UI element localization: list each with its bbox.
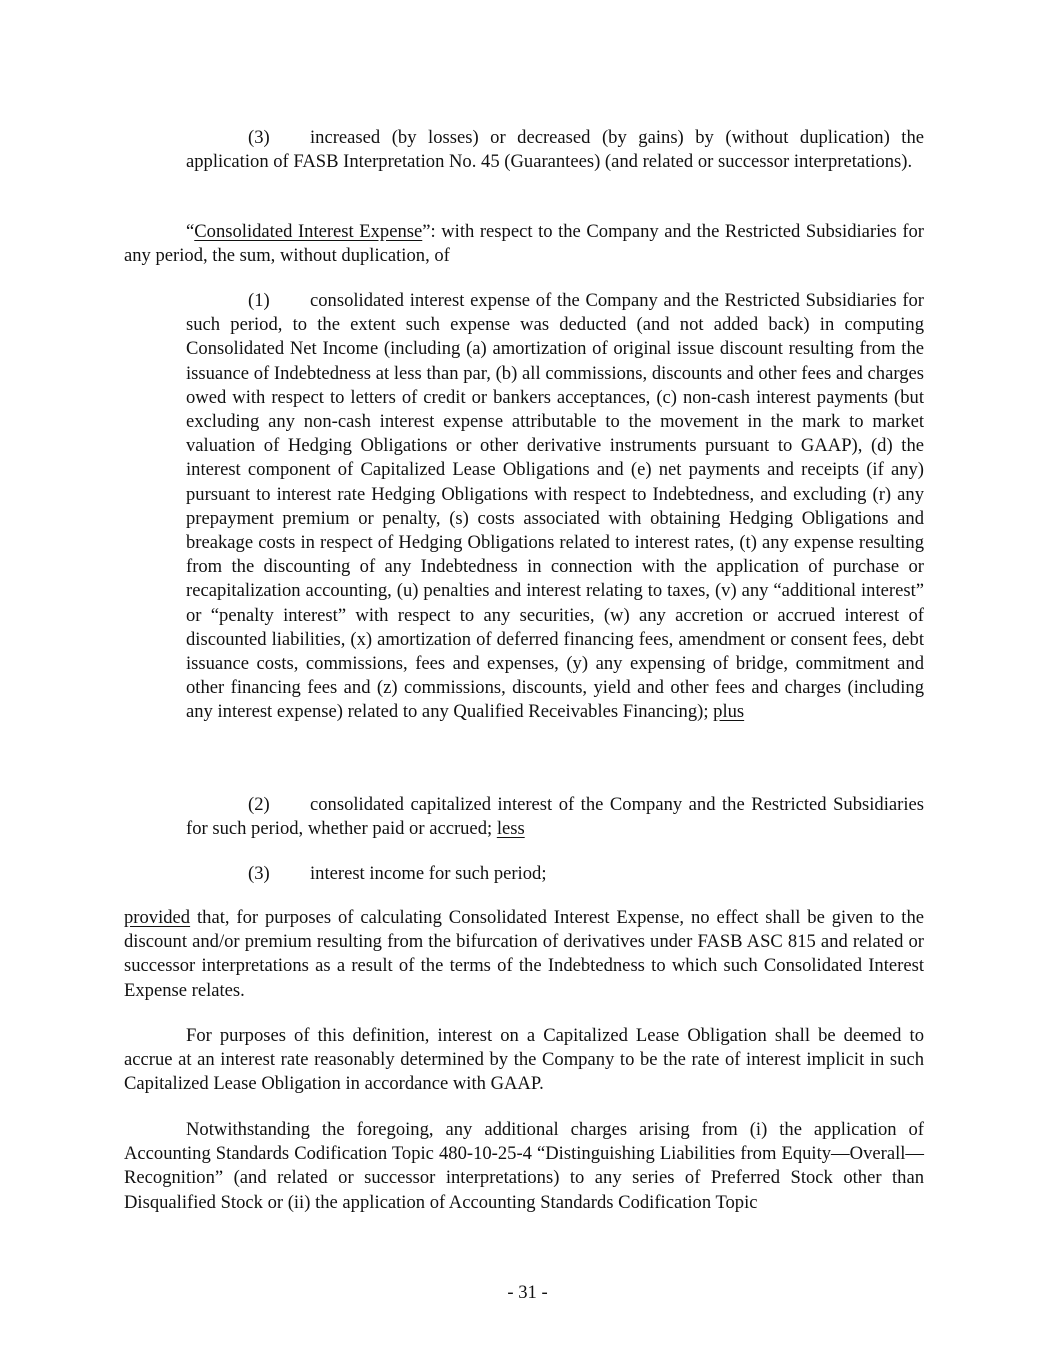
- notwithstanding-paragraph: Notwithstanding the foregoing, any additional charges arising from (i) the application of Accounting Standards Codification Topic 480-10-25-4 “Distinguishing Liabilities from Equity—Overall—Recognition” (and related or successor interpretations) to any series of Preferred Stock other than Disqualified Stock or (ii) the application of Accounting Standards Codification Topic: [124, 1119, 924, 1213]
- clause-text: interest income for such period;: [310, 863, 547, 884]
- proviso-text: that, for purposes of calculating Consolidated Interest Expense, no effect shall be given to the discount and/or premium resulting from the bifurcation of derivatives under FASB ASC 815 and related or successor interpretations as a result of the terms of the Indebtedness to which such Consolidated Interest Expense relates.: [124, 907, 924, 1001]
- clause-2-capitalized-interest: [186, 793, 924, 841]
- clause-text: consolidated interest expense of the Company and the Restricted Subsidiaries for such period, to the extent such expense was deducted (and not added back) in computing Consolidated Net Income (including (a) amortization of original issue discount resulting from the issuance of Indebtedness at less than par, (b) all commissions, discounts and other fees and charges owed with respect to letters of credit or bankers acceptances, (c) non-cash interest payments (but excluding any non-cash interest expense attributable to the movement in the mark to market valuation of Hedging Obligations or other derivative instruments pursuant to GAAP), (d) the interest component of Capitalized Lease Obligations and (e) net payments and receipts (if any) pursuant to interest rate Hedging Obligations with respect to Indebtedness, and excluding (r) any prepayment premium or penalty, (s) costs associated with obtaining Hedging Obligations and breakage costs in respect of Hedging Obligations related to interest rates, (t) any expense resulting from the discounting of any Indebtedness in connection with the application of purchase or recapitalization accounting, (u) penalties and interest relating to taxes, (v) any “additional interest” or “penalty interest” with respect to any securities, (w) any accretion or accrued interest of discounted liabilities, (x) amortization of deferred financing fees, amendment or consent fees, debt issuance costs, commissions, fees and expenses, (y) any expensing of bridge, commitment and other financing fees and (z) commissions, discounts, yield and other fees and charges (including any interest expense) related to any Qualified Receivables Financing);: [186, 290, 924, 723]
- clause-3-guarantees: [186, 126, 924, 174]
- clause-number: (3): [248, 127, 270, 148]
- connector-less: less: [496, 818, 525, 840]
- connector-plus: plus: [713, 701, 745, 723]
- page-number: - 31 -: [507, 1282, 548, 1303]
- clause-3-interest-income: [186, 862, 924, 886]
- proviso-paragraph: [124, 906, 924, 1003]
- lease-obligation-paragraph: For purposes of this definition, interest on a Capitalized Lease Obligation shall be deemed to accrue at an interest rate reasonably determined by the Company to be the rate of interest implicit in such Capitalized Lease Obligation in accordance with GAAP.: [124, 1025, 924, 1095]
- proviso-lead: provided: [124, 907, 191, 928]
- definition-consolidated-interest-expense: [124, 220, 924, 268]
- clause-number: (1): [248, 290, 270, 311]
- open-quote: “: [186, 221, 195, 242]
- defined-term: Consolidated Interest Expense: [194, 221, 423, 242]
- clause-text: increased (by losses) or decreased (by gains) by (without duplication) the application of FASB Interpretation No. 45 (Guarantees) (and related or successor interpretations).: [186, 127, 924, 173]
- clause-text: consolidated capitalized interest of the Company and the Restricted Subsidiaries for such period, whether paid or accrued;: [186, 794, 924, 840]
- definition-text: ”: with respect to the Company and the Restricted Subsidiaries for any period, the sum, without duplication, of: [124, 221, 924, 267]
- clause-number: (2): [248, 794, 270, 815]
- clause-number: (3): [248, 863, 270, 884]
- clause-1-interest-expense: [186, 289, 924, 725]
